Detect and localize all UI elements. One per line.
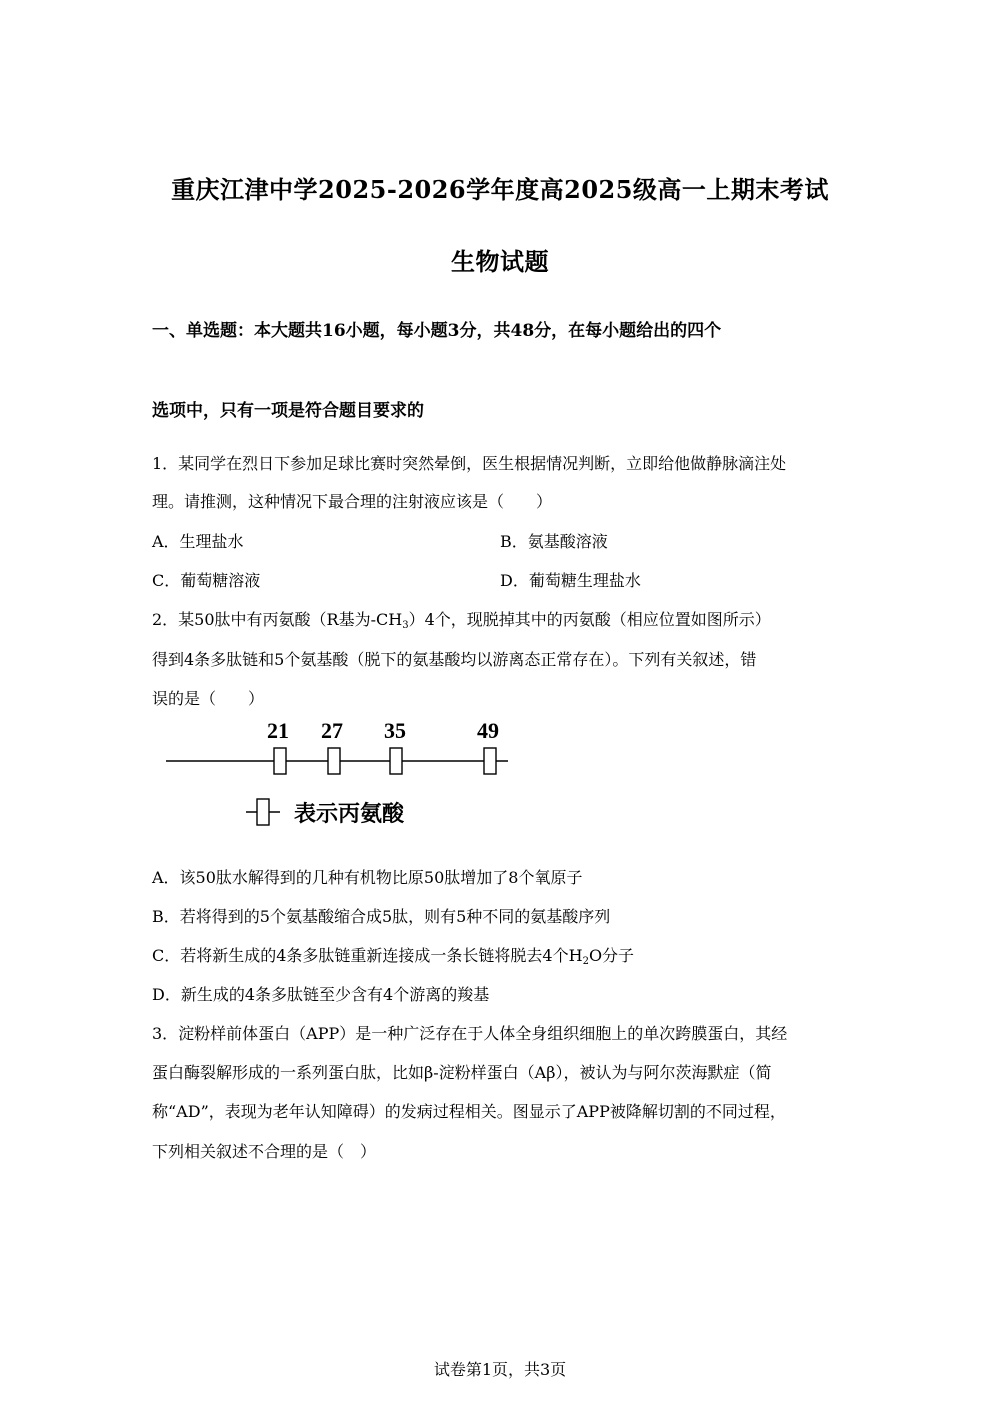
q1-option-b: B．氨基酸溶液 — [500, 532, 608, 551]
q1-stem-line2: 理。请推测，这种情况下最合理的注射液应该是（ ） — [152, 492, 553, 511]
q2-option-c — [152, 943, 634, 967]
position-label-21: 21 — [267, 718, 289, 743]
q2-option-b: B．若将得到的5个氨基酸缩合成5肽，则有5种不同的氨基酸序列 — [152, 907, 611, 926]
exam-subject-title: 生物试题 — [451, 247, 549, 276]
section-heading-line2: 选项中，只有一项是符合题目要求的 — [152, 401, 424, 421]
page-footer: 试卷第1页，共3页 — [433, 1360, 567, 1379]
peptide-diagram — [160, 712, 520, 838]
position-label-49: 49 — [477, 718, 499, 743]
q2-stem-line1-pre: 2．某50肽中有丙氨酸（R基为-CH — [152, 610, 403, 629]
q2-stem-line2: 得到4条多肽链和5个氨基酸（脱下的氨基酸均以游离态正常存在）。下列有关叙述，错 — [152, 650, 757, 669]
legend-alanine-box — [257, 799, 269, 825]
section-heading-line1: 一、单选题：本大题共16小题，每小题3分，共48分，在每小题给出的四个 — [152, 321, 722, 341]
q2-stem-line1-sub: 3 — [402, 620, 409, 631]
q1-option-c: C．葡萄糖溶液 — [152, 571, 261, 590]
alanine-box-21 — [274, 748, 286, 774]
alanine-box-35 — [390, 748, 402, 774]
q2-option-c-sub: 2 — [582, 956, 589, 967]
q2-option-a: A．该50肽水解得到的几种有机物比原50肽增加了8个氧原子 — [152, 868, 583, 887]
q2-stem-line1-post: ）4个，现脱掉其中的丙氨酸（相应位置如图所示） — [408, 610, 771, 629]
alanine-box-49 — [484, 748, 496, 774]
q3-stem-line4: 下列相关叙述不合理的是（ ） — [152, 1142, 377, 1161]
legend-label: 表示丙氨酸 — [294, 801, 405, 827]
q3-stem-line2: 蛋白酶裂解形成的一系列蛋白肽，比如β-淀粉样蛋白（Aβ），被认为与阿尔茨海默症（简 — [152, 1063, 772, 1082]
q2-stem-line3: 误的是（ ） — [152, 689, 265, 708]
exam-title: 重庆江津中学2025-2026学年度高2025级高一上期末考试 — [171, 175, 829, 204]
alanine-box-27 — [328, 748, 340, 774]
q1-option-a: A．生理盐水 — [152, 532, 244, 551]
q2-option-c-pre: C．若将新生成的4条多肽链重新连接成一条长链将脱去4个H — [152, 946, 583, 965]
q1-option-d: D．葡萄糖生理盐水 — [500, 571, 641, 590]
q2-option-c-post: O分子 — [588, 946, 635, 965]
q2-stem-line1 — [152, 607, 771, 631]
q2-option-d: D．新生成的4条多肽链至少含有4个游离的羧基 — [152, 985, 490, 1004]
q1-stem-line1: 1．某同学在烈日下参加足球比赛时突然晕倒，医生根据情况判断，立即给他做静脉滴注处 — [152, 454, 787, 473]
position-label-27: 27 — [321, 718, 343, 743]
position-label-35: 35 — [384, 718, 406, 743]
q3-stem-line3: 称“AD”，表现为老年认知障碍）的发病过程相关。图显示了APP被降解切割的不同过程， — [152, 1102, 786, 1121]
q3-stem-line1: 3．淀粉样前体蛋白（APP）是一种广泛存在于人体全身组织细胞上的单次跨膜蛋白，其经 — [152, 1024, 788, 1043]
